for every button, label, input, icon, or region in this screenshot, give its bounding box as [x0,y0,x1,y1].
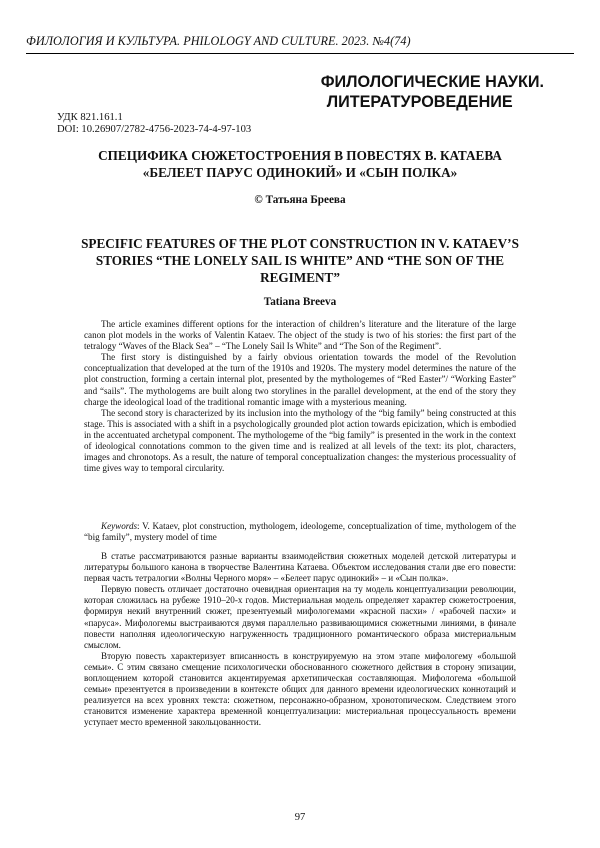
author-ru: © Татьяна Бреева [254,194,346,206]
article-identifiers [57,112,251,137]
abstract-en-paragraph: The first story is distinguished by a fairly obvious orientation towards the model of the Revolution conceptualization that developed at the turn of the 1910s and 1920s. The mystery model determines the nature of the plot construction, forming a certain internal plot, presented by the mythologemes of “Red Easter”/ “Working Easter” and “sails”. The mythologems are built along two storylines in the parallel development, at the end of the story they charge the ideological load of the traditional romantic image with a mysterious meaning. [84,352,516,407]
abstract-ru-paragraph: Вторую повесть характеризует вписанность в конструируемую на этом этапе мифологему «большой семьи». С этим связано смещение психологически обоснованного сюжетного действия в сторону эпизации, воплощением которой становится акцентируемая архетипическая составляющая. Мифологема «большой семьи» презентуется в произведении в контексте общих для данного времени идеологических коннотаций и реализуется на всех уровнях текста: сюжетном, персонажно-образном, хронотопическом. Следствием этого становится изменение характера временной концептуализации: мистериальная процессуальность времени уступает место временной закольцованности. [84,650,516,728]
section-heading-line-2: ЛИТЕРАТУРОВЕДЕНИЕ [326,93,513,111]
udc-code: УДК 821.161.1 [57,112,123,123]
abstract-ru [84,551,516,729]
page-number: 97 [294,812,306,823]
article-title-ru [40,147,560,181]
article-title-en-line-2: STORIES “THE LONELY SAIL IS WHITE” AND “THE SON OF THE [95,253,505,268]
header-rule [26,53,574,54]
abstract-en-paragraph: The second story is characterized by its inclusion into the mythology of the “big family” being constructed at this stage. This is associated with a shift in a psychologically grounded plot action towards epicization, which is embodied in the accentuated archetypal component. The mythologeme of the “big family” is presented in the work in the context of ideological connotations common to the given time and is realized at all levels of the text: its plot, characters, images and chronotops. As a result, the nature of temporal conceptualization changes: the mysterious processuality of time gives way to temporal circularity. [84,407,516,474]
article-title-en-line-1: SPECIFIC FEATURES OF THE PLOT CONSTRUCTION IN V. KATAEV’S [81,236,519,251]
keywords-label: Keywords [101,521,138,531]
running-header: ФИЛОЛОГИЯ И КУЛЬТУРА. PHILOLOGY AND CULTURE. 2023. №4(74) [26,34,411,48]
abstract-en [84,319,516,474]
article-title-ru-line-1: СПЕЦИФИКА СЮЖЕТОСТРОЕНИЯ В ПОВЕСТЯХ В. КАТАЕВА [98,148,502,163]
article-title-ru-line-2: «БЕЛЕЕТ ПАРУС ОДИНОКИЙ» И «СЫН ПОЛКА» [142,165,458,180]
article-title-en-line-3: REGIMENT” [260,270,340,285]
abstract-ru-paragraph: Первую повесть отличает достаточно очевидная ориентация на ту модель концептуализации революции, которая сложилась на рубеже 1910–20-х годов. Мистериальная модель определяет характер сюжетостроения, формируя некий внутренний сюжет, презентуемый мифологемами «красной пасхи» / «рабочей пасхи» и «паруса». Мифологемы выстраиваются двумя параллельно развивающимися сюжетными линиями, в финале повести наполняя идеологическую нагруженность традиционного романтического образа мистериальным смыслом. [84,584,516,650]
keywords [84,521,516,543]
abstract-ru-paragraph: В статье рассматриваются разные варианты взаимодействия сюжетных моделей детской литературы и литературы большого канона в творчестве Валентина Катаева. Объектом исследования стали две его повести: первая часть тетралогии «Волны Черного моря» – «Белеет парус одинокий» – и «Сын полка». [84,551,516,584]
keywords-text: : V. Kataev, plot construction, mythologem, ideologeme, conceptualization of time, mythologem of the “big family”, mystery model of time [84,521,516,543]
doi: DOI: 10.26907/2782-4756-2023-74-4-97-103 [57,124,252,136]
section-heading [321,72,544,112]
article-title-en [40,235,560,286]
abstract-en-paragraph: The article examines different options for the interaction of children’s literature and the literature of the large canon plot models in the works of Valentin Kataev. The object of the study is two of his stories: the first part of the tetralogy “Waves of the Black Sea” – “The Lonely Sail Is White” and “The Son of the Regiment”. [84,319,516,352]
section-heading-line-1: ФИЛОЛОГИЧЕСКИЕ НАУКИ. [320,73,544,91]
author-en: Tatiana Breeva [263,296,337,308]
